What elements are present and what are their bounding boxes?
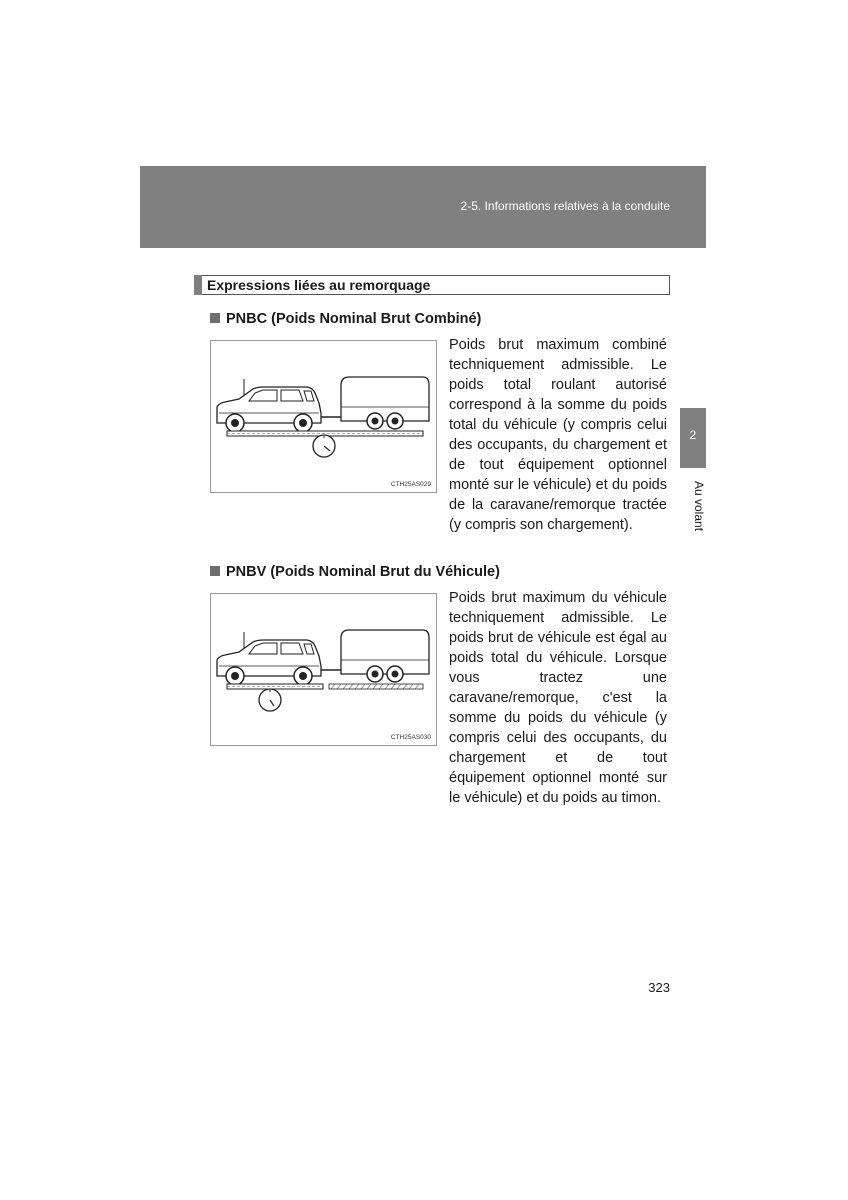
chapter-tab xyxy=(680,408,706,468)
pnbc-description: Poids brut maximum combiné techniquement admissible. Le poids total roulant autorisé correspond à la somme du poids total du véhicule (y compris celui des occupants, du chargement et de tout équipement optionnel monté sur le véhicule) et du poids de la caravane/remorque tractée (y compris son chargement). xyxy=(449,337,667,533)
pnbc-heading-text: PNBC (Poids Nominal Brut Combiné) xyxy=(226,311,482,327)
pnbv-figure xyxy=(210,593,437,746)
header-section-title: 2-5. Informations relatives à la conduite xyxy=(460,199,670,213)
pnbc-heading xyxy=(210,311,481,327)
section-title-bar xyxy=(194,275,202,295)
pnbv-description: Poids brut maximum du véhicule techniquement admissible. Le poids brut de véhicule est égal au poids total du véhicule. Lorsque vous tractez une caravane/remorque, c'est la somme du poids du véhicule (y compris celui des occupants, du chargement et de tout équipement optionnel monté sur le véhicule) et du poids au timon. xyxy=(449,590,667,806)
page-number: 323 xyxy=(648,980,670,995)
pnbv-figure-code: CTH25AS030 xyxy=(390,734,431,741)
square-bullet-icon xyxy=(210,313,220,323)
pnbc-figure-code: CTH25AS029 xyxy=(390,481,431,488)
header-band xyxy=(140,166,706,248)
section-title-box xyxy=(194,275,670,295)
section-title: Expressions liées au remorquage xyxy=(207,277,431,293)
chapter-number: 2 xyxy=(689,428,697,442)
chapter-label: Au volant xyxy=(692,480,706,532)
pnbc-illustration xyxy=(211,341,436,492)
pnbv-heading-text: PNBV (Poids Nominal Brut du Véhicule) xyxy=(226,564,500,580)
pnbv-heading xyxy=(210,564,500,580)
square-bullet-icon xyxy=(210,566,220,576)
pnbc-figure xyxy=(210,340,437,493)
pnbv-illustration xyxy=(211,594,436,745)
